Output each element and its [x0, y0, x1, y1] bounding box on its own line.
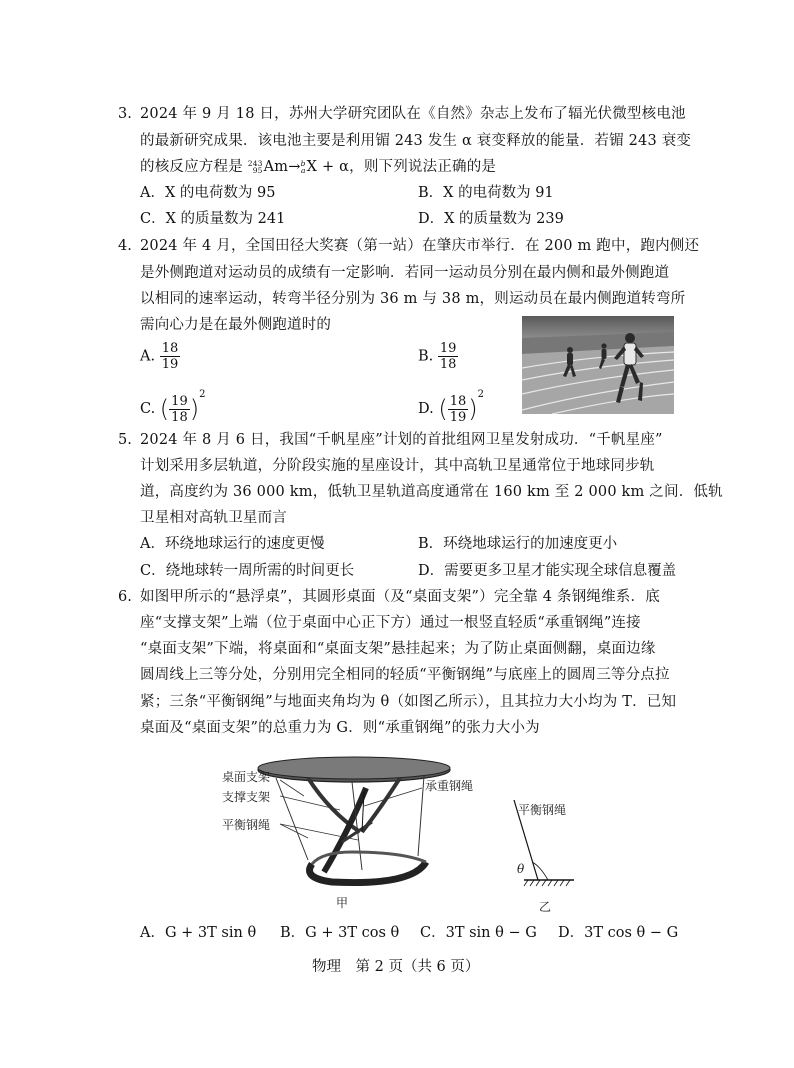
- text-segment: 的核反应方程是: [140, 159, 248, 175]
- question-number: 3.: [118, 106, 132, 122]
- question-text-line: [140, 158, 496, 176]
- question-text-line: 2024 年 4 月，全国田径大奖赛（第一站）在肇庆市举行．在 200 m 跑中，跑内侧还: [140, 238, 700, 254]
- question-text-line: 2024 年 9 月 18 日，苏州大学研究团队在《自然》杂志上发布了辐光伏微型核电池: [140, 106, 686, 122]
- question-text-line: 是外侧跑道对运动员的成绩有一定影响．若同一运动员分别在最内侧和最外侧跑道: [140, 265, 670, 281]
- option-b[interactable]: B．环绕地球运行的加速度更小: [418, 536, 618, 552]
- numerator: 19: [171, 393, 188, 409]
- exponent: 2: [477, 389, 484, 400]
- label-load-rope: 承重钢绳: [425, 779, 474, 793]
- caption-yi: 乙: [539, 900, 552, 914]
- denominator: 19: [449, 409, 467, 425]
- question-number: 6.: [118, 589, 132, 605]
- left-paren: (: [159, 395, 170, 423]
- question-text-line: 道，高度约为 36 000 km，低轨卫星轨道高度通常在 160 km 至 2 000 km 之间．低轨: [140, 484, 723, 500]
- label-desk-frame: 桌面支架: [222, 770, 271, 784]
- option-letter: D.: [418, 401, 434, 417]
- option-a[interactable]: A．环绕地球运行的速度更慢: [140, 536, 325, 552]
- option-letter: C.: [140, 401, 156, 417]
- numerator: 18: [161, 341, 179, 356]
- question-text-line: 2024 年 8 月 6 日，我国“千帆星座”计划的首批组网卫星发射成功．“千帆星座”: [140, 432, 663, 448]
- numerator: 18: [449, 393, 467, 409]
- fraction: [160, 341, 181, 372]
- question-text-line: 座“支撑支架”上端（位于桌面中心正下方）通过一根竖直轻质“承重钢绳”连接: [140, 615, 641, 631]
- fraction: [438, 341, 459, 372]
- option-letter: B.: [418, 348, 434, 365]
- option-d[interactable]: D．X 的质量数为 239: [418, 211, 564, 227]
- question-text-line: 如图甲所示的“悬浮桌”，其圆形桌面（及“桌面支架”）完全靠 4 条钢绳维系．底: [140, 589, 660, 605]
- text-segment: X + α，则下列说法正确的是: [306, 159, 497, 175]
- nuclide-am: [248, 158, 289, 176]
- right-paren: ): [468, 395, 478, 423]
- option-d[interactable]: D．需要更多卫星才能实现全球信息覆盖: [418, 563, 677, 579]
- option-c[interactable]: C．3T sin θ − G: [420, 925, 537, 941]
- left-paren: (: [438, 395, 448, 423]
- question-text-line: “桌面支架”下端，将桌面和“桌面支架”悬挂起来；为了防止桌面侧翻，桌面边缘: [140, 641, 656, 657]
- option-d[interactable]: D．3T cos θ − G: [558, 925, 679, 941]
- mass-number: 243: [247, 159, 263, 168]
- reaction-arrow: →: [288, 159, 301, 175]
- option-a[interactable]: A．X 的电荷数为 95: [140, 185, 276, 201]
- option-a[interactable]: [140, 341, 180, 372]
- fraction: [169, 394, 190, 425]
- charge-number: 95: [252, 166, 263, 175]
- numerator: 19: [439, 341, 457, 356]
- question-text-line: 的最新研究成果．该电池主要是利用镅 243 发生 α 衰变释放的能量．若镅 243 衰变: [140, 133, 692, 149]
- label-theta: θ: [517, 862, 525, 876]
- track-image: [522, 316, 674, 414]
- right-paren: ): [189, 395, 200, 423]
- question-text-line: 需向心力是在最外侧跑道时的: [140, 317, 332, 333]
- option-c[interactable]: C．绕地球转一周所需的时间更长: [140, 563, 355, 579]
- page-footer: 物理 第 2 页（共 6 页）: [312, 959, 480, 975]
- question-text-line: 圆周线上三等分处，分别用完全相同的轻质“平衡钢绳”与底座上的圆周三等分点拉: [140, 667, 670, 683]
- element-symbol: Am: [263, 159, 289, 175]
- sprinter-photo: [522, 316, 674, 414]
- question-text-line: 计划采用多层轨道，分阶段实施的星座设计，其中高轨卫星通常位于地球同步轨: [140, 458, 655, 474]
- option-a[interactable]: A．G + 3T sin θ: [140, 925, 257, 941]
- question-number: 5.: [118, 432, 132, 448]
- option-c[interactable]: [140, 386, 205, 425]
- option-b[interactable]: [418, 341, 458, 372]
- caption-jia: 甲: [336, 896, 349, 910]
- exponent: 2: [199, 389, 206, 400]
- option-b[interactable]: B．G + 3T cos θ: [280, 925, 400, 941]
- denominator: 19: [161, 357, 179, 372]
- option-c[interactable]: C．X 的质量数为 241: [140, 211, 286, 227]
- question-text-line: 紧；三条“平衡钢绳”与地面夹角均为 θ（如图乙所示），且其拉力大小均为 T．已知: [140, 694, 677, 710]
- denominator: 18: [439, 357, 457, 372]
- option-letter: A.: [140, 348, 156, 365]
- fraction: [448, 394, 469, 425]
- option-b[interactable]: B．X 的电荷数为 91: [418, 185, 554, 201]
- charge-number: a: [300, 166, 306, 175]
- question-text-line: 以相同的速率运动，转弯半径分别为 36 m 与 38 m，则运动员在最内侧跑道转弯所: [140, 291, 686, 307]
- question-text-line: 桌面及“桌面支架”的总重力为 G．则“承重钢绳”的张力大小为: [140, 720, 540, 736]
- option-d[interactable]: [418, 386, 484, 425]
- denominator: 18: [171, 409, 188, 425]
- label-balance-rope-b: 平衡钢绳: [518, 803, 567, 817]
- question-text-line: 卫星相对高轨卫星而言: [140, 510, 287, 526]
- label-support-frame: 支撑支架: [222, 790, 271, 804]
- mass-number: b: [300, 159, 306, 168]
- label-balance-rope: 平衡钢绳: [222, 818, 271, 832]
- question-number: 4.: [118, 238, 132, 254]
- nuclide-x: [301, 158, 307, 176]
